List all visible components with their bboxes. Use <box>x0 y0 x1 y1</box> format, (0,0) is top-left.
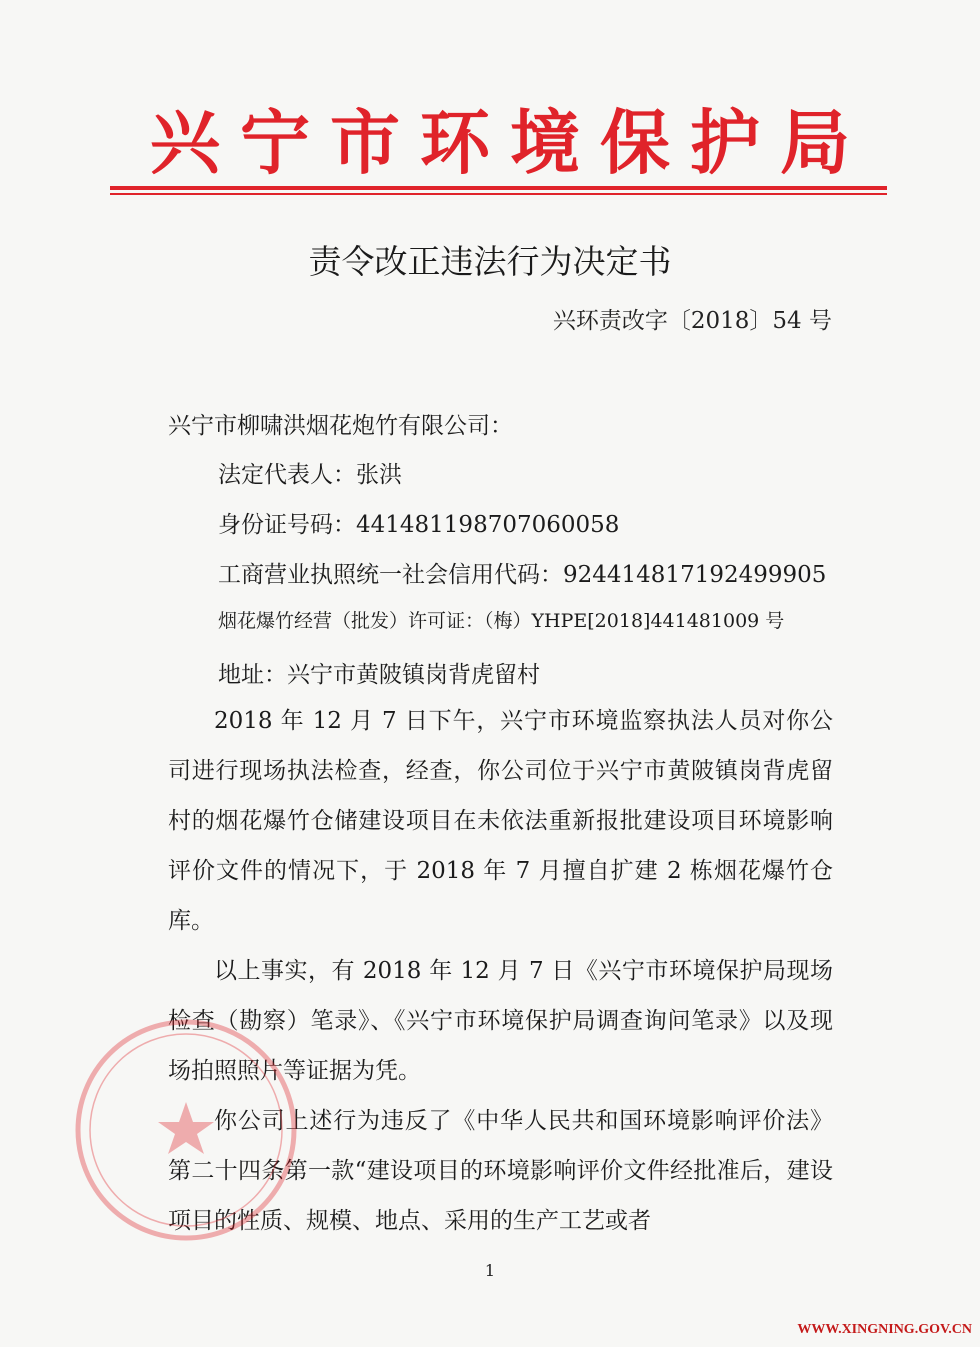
page-number: 1 <box>484 1261 496 1280</box>
address: 地址：兴宁市黄陂镇岗背虎留村 <box>218 662 540 688</box>
document-number: 兴环责改字〔2018〕54 号 <box>552 308 832 334</box>
letterhead-rule <box>110 186 887 190</box>
document-title: 责令改正违法行为决定书 <box>308 242 672 281</box>
official-seal-stamp <box>66 1010 306 1250</box>
credit-code: 工商营业执照统一社会信用代码：924414817192499905 <box>218 562 827 588</box>
letterhead-char: 环 <box>420 100 490 184</box>
addressee: 兴宁市柳啸洪烟花炮竹有限公司： <box>168 413 513 439</box>
letterhead-char: 宁 <box>240 100 310 184</box>
letterhead-char: 市 <box>330 100 400 184</box>
body-paragraph: 2018 年 12 月 7 日下午，兴宁市环境监察执法人员对你公司进行现场执法检查，经查，你公司位于兴宁市黄陂镇岗背虎留村的烟花爆竹仓储建设项目在未依法重新报批建设项目环境影响评价文件的情况下，于 2018 年 7 月擅自扩建 2 栋烟花爆竹仓库。 <box>168 708 833 934</box>
body-paragraph: 以上事实，有 2018 年 12 月 7 日《兴宁市环境保护局现场检查（勘察）笔录》、《兴宁市环境保护局调查询问笔录》以及现场拍照照片等证据为凭。 <box>168 958 833 1084</box>
id-number: 身份证号码：441481198707060058 <box>218 512 620 538</box>
letterhead-rule-thin <box>110 193 887 195</box>
body-paragraph: 你公司上述行为违反了《中华人民共和国环境影响评价法》第二十四条第一款“建设项目的环境影响评价文件经批准后，建设项目的性质、规模、地点、采用的生产工艺或者 <box>168 1108 833 1234</box>
legal-representative: 法定代表人：张洪 <box>218 462 402 488</box>
business-permit: 烟花爆竹经营（批发）许可证：（梅）YHPE[2018]441481009 号 <box>218 610 785 632</box>
letterhead-char: 保 <box>600 100 670 184</box>
letterhead-char: 兴 <box>150 100 220 184</box>
website-watermark: WWW.XINGNING.GOV.CN <box>797 1322 972 1337</box>
letterhead-char: 局 <box>780 100 850 184</box>
letterhead <box>150 92 850 182</box>
letterhead-char: 境 <box>510 100 580 184</box>
letterhead-char: 护 <box>690 100 760 184</box>
